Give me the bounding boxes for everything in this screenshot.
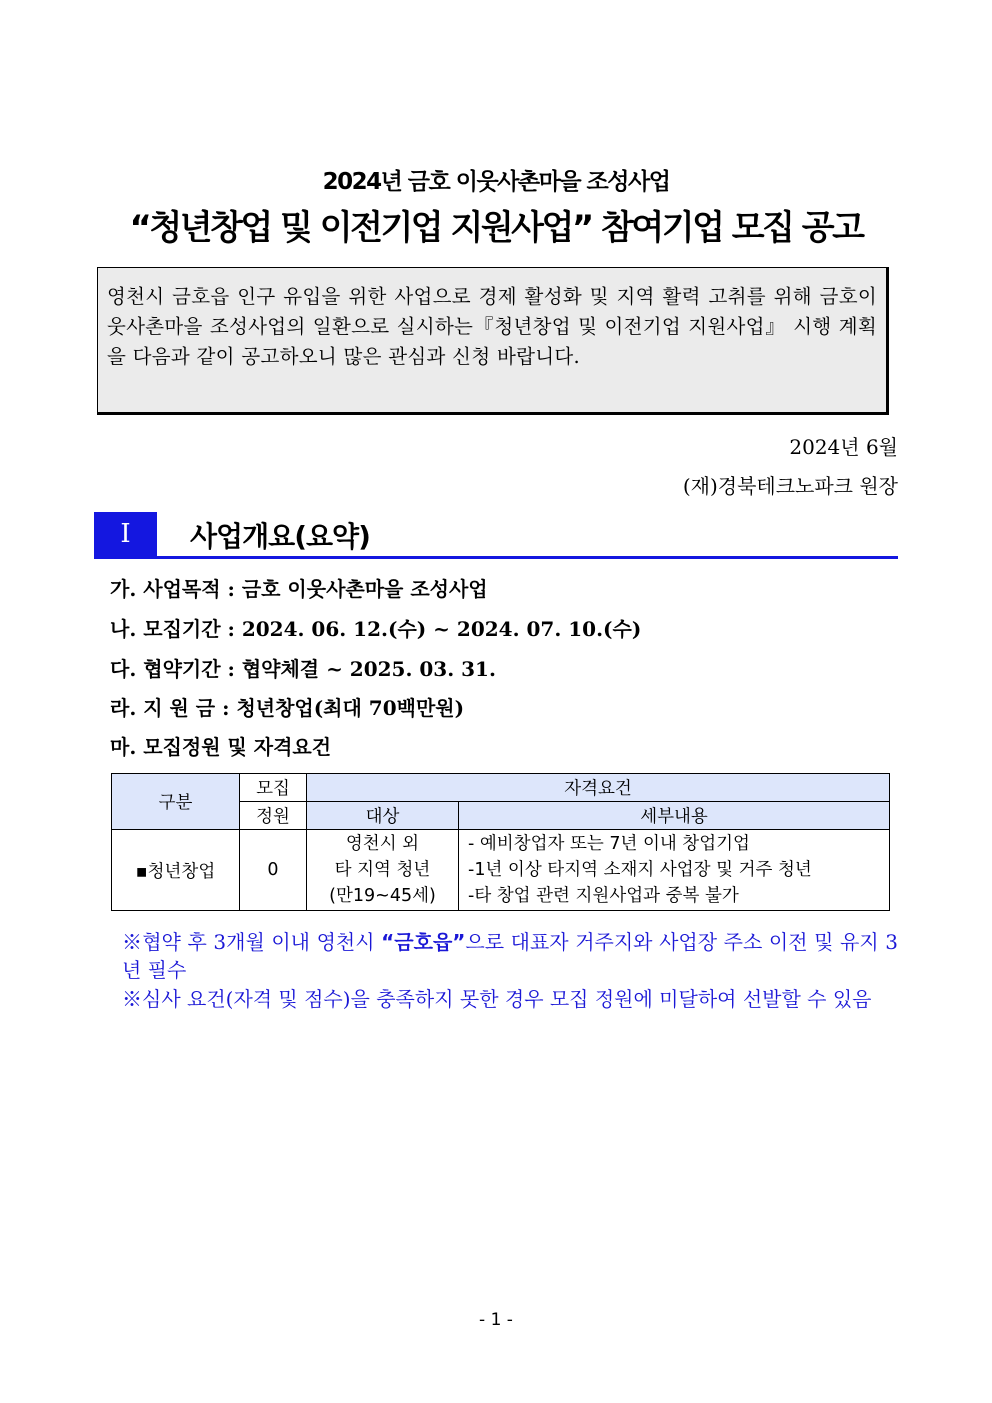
summary-item-purpose: 가. 사업목적 : 금호 이웃사촌마을 조성사업 <box>110 577 488 601</box>
row-quota: 0 <box>240 830 307 911</box>
header-qualification: 자격요건 <box>307 774 890 802</box>
note-relocation-quoted: “금호읍” <box>381 930 466 954</box>
row-target <box>307 830 459 911</box>
header-category: 구분 <box>112 774 240 830</box>
note-relocation-before: ※협약 후 3개월 이내 영천시 <box>122 930 382 954</box>
table-row <box>112 830 890 911</box>
announcement-title: “청년창업 및 이전기업 지원사업” 참여기업 모집 공고 <box>129 208 863 248</box>
header-detail: 세부내용 <box>459 802 890 830</box>
summary-item-agreement: 다. 협약기간 : 협약체결 ~ 2025. 03. 31. <box>110 657 496 681</box>
detail-line: -1년 이상 타지역 소재지 사업장 및 거주 청년 <box>468 860 812 880</box>
note-relocation-after: 으로 대표자 거주지와 사업장 주소 이전 및 유지 3년 필수 <box>122 930 898 982</box>
header-quota-top: 모집 <box>240 774 307 802</box>
header-quota-bottom: 정원 <box>240 802 307 830</box>
target-line: 영천시 외 <box>345 834 420 854</box>
intro-box <box>97 267 889 415</box>
note-relocation <box>122 928 898 984</box>
intro-text: 영천시 금호읍 인구 유입을 위한 사업으로 경제 활성화 및 지역 활력 고취를 위해 금호이웃사촌마을 조성사업의 일환으로 실시하는『청년창업 및 이전기업 지원사업』 시행 계획을 다음과 같이 공고하오니 많은 관심과 신청 바랍니다. <box>107 285 877 368</box>
row-category: ▪청년창업 <box>112 830 240 911</box>
qualification-table <box>111 773 890 911</box>
page-number: - 1 - <box>479 1310 513 1330</box>
summary-item-quota: 마. 모집정원 및 자격요건 <box>110 735 332 759</box>
row-detail <box>459 830 890 911</box>
section-title: 사업개요(요약) <box>190 520 370 553</box>
issuer: (재)경북테크노파크 원장 <box>682 474 898 498</box>
target-line: 타 지역 청년 <box>334 860 431 880</box>
announcement-subtitle: 2024년 금호 이웃사촌마을 조성사업 <box>322 169 670 195</box>
header-target: 대상 <box>307 802 459 830</box>
summary-item-period: 나. 모집기간 : 2024. 06. 12.(수) ~ 2024. 07. 10.(수) <box>110 617 642 641</box>
section-rule <box>94 556 898 559</box>
summary-item-funding: 라. 지 원 금 : 청년창업(최대 70백만원) <box>110 696 465 720</box>
issue-date: 2024년 6월 <box>789 435 898 459</box>
note-screening: ※심사 요건(자격 및 점수)을 충족하지 못한 경우 모집 정원에 미달하여 선발할 수 있음 <box>122 987 872 1011</box>
section-number: Ⅰ <box>94 512 157 556</box>
detail-line: - 예비창업자 또는 7년 이내 창업기업 <box>468 834 750 854</box>
target-line: (만19~45세) <box>329 886 436 906</box>
detail-line: -타 창업 관련 지원사업과 중복 불가 <box>468 886 739 906</box>
